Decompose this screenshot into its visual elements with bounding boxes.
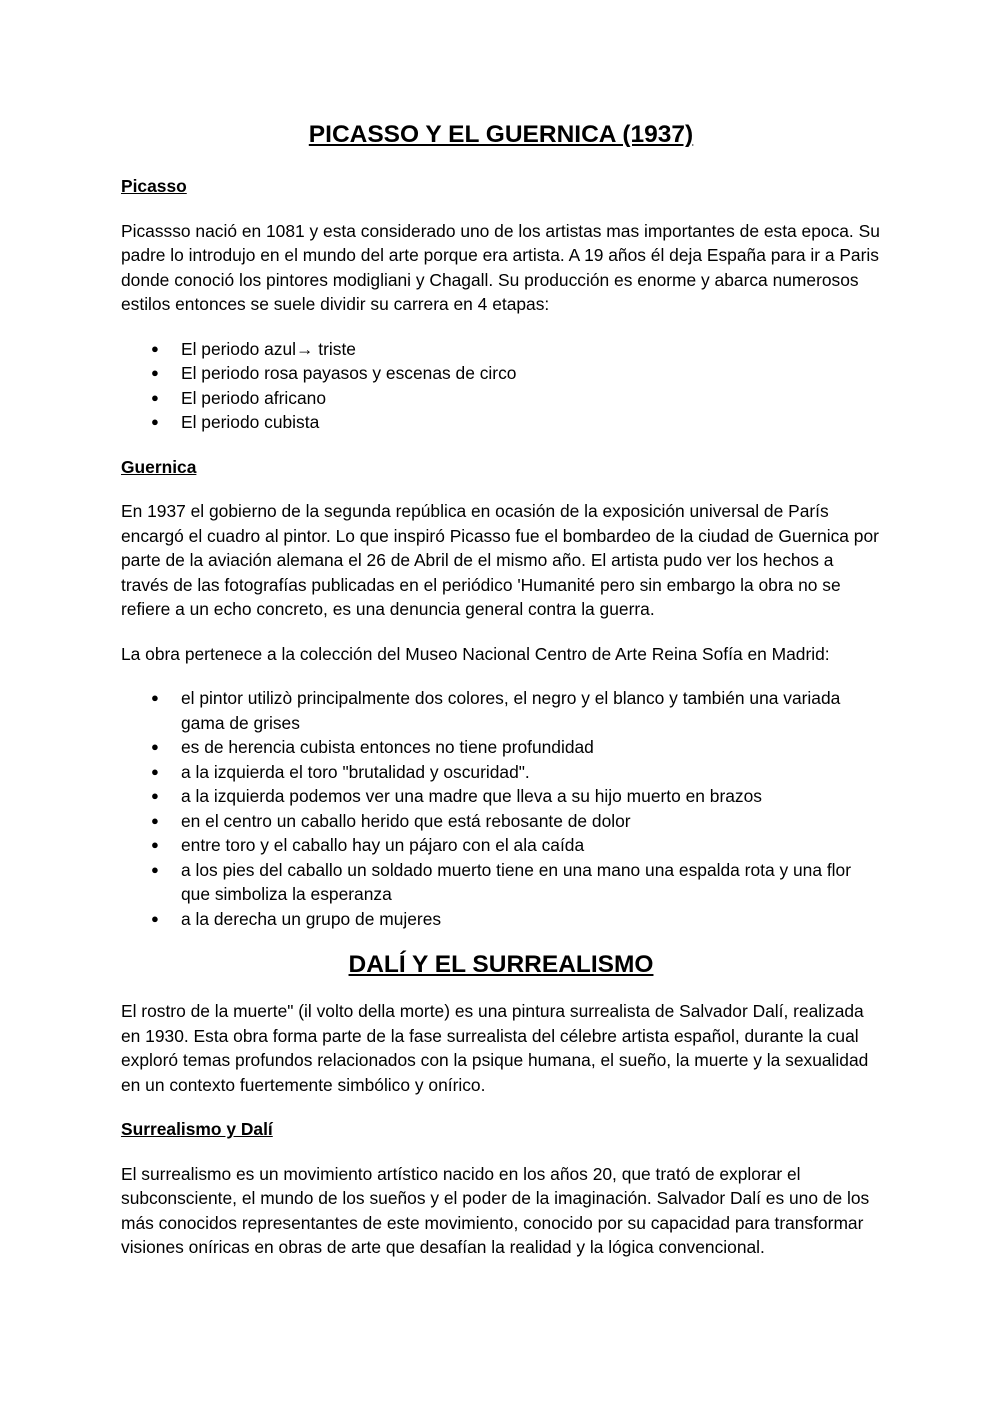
list-item: ● a los pies del caballo un soldado muerto tiene en una mano una espalda rota y una flor que simboliza la esperanza [151, 859, 851, 904]
bullet-icon: ● [151, 414, 159, 429]
bullet-icon: ● [151, 690, 159, 705]
bullet-icon: ● [151, 763, 159, 779]
paragraph-guernica-museum: La obra pertenece a la colección del Museo Nacional Centro de Arte Reina Sofía en Madrid: [121, 643, 830, 664]
bullet-icon: ● [151, 365, 159, 380]
paragraph-guernica-history: En 1937 el gobierno de la segunda república en ocasión de la exposición universal de París encargó el cuadro al pintor. Lo que inspiró Picasso fue el bombardeo de la ciudad de Guernica por parte de la aviación alemana el 26 de Abril de el mismo año. El artista pudo ver los hechos a través de las fotografías publicadas en el periódico 'Humanité pero sin embargo la obra no se refiere a un echo concreto, es una denuncia general contra la guerra. [121, 501, 879, 619]
document-content [121, 120, 881, 1260]
paragraph-picasso-bio: Picassso nació en 1081 y esta considerado uno de los artistas mas importantes de esta epoca. Su padre lo introdujo en el mundo del arte porque era artista. A 19 años él deja España para ir a Paris donde conoció los pintores modigliani y Chagall. Su producción es enorme y abarca numerosos estilos entonces se suele dividir su carrera en 4 etapas: [121, 220, 880, 314]
bullet-icon: ● [151, 340, 159, 356]
list-item: ● entre toro y el caballo hay un pájaro con el ala caída [121, 833, 881, 858]
bullet-icon: ● [151, 910, 159, 926]
bullet-icon: ● [151, 739, 159, 754]
heading-guernica: Guernica [121, 456, 197, 477]
title-picasso-guernica: PICASSO Y EL GUERNICA (1937) [308, 121, 694, 148]
list-item: ● a la izquierda podemos ver una madre que lleva a su hijo muerto en brazos [121, 784, 881, 809]
list-item: ● El periodo cubista [121, 410, 881, 435]
bullet-icon: ● [151, 837, 159, 852]
paragraph-surrealismo: El surrealismo es un movimiento artístico nacido en los años 20, que trató de explorar el subconsciente, el mundo de los sueños y el poder de la imaginación. Salvador Dalí es uno de los más conocidos representantes de este movimiento, conocido por su capacidad para transformar visiones oníricas en obras de arte que desafían la realidad y la lógica convencional. [121, 1163, 870, 1257]
bullet-icon: ● [151, 788, 159, 803]
heading-picasso: Picasso [121, 176, 187, 196]
bullet-icon: ● [151, 812, 159, 828]
heading-surrealismo-dali: Surrealismo y Dalí [121, 1119, 273, 1139]
list-item: ● El periodo rosa payasos y escenas de circo [121, 361, 881, 386]
list-item: ● el pintor utilizò principalmente dos colores, el negro y el blanco y también una variada gama de grises [151, 688, 841, 733]
list-item: ● a la izquierda el toro "brutalidad y oscuridad". [121, 760, 881, 785]
bullet-icon: ● [151, 861, 159, 877]
list-item: ● en el centro un caballo herido que está rebosante de dolor [121, 809, 881, 834]
bullet-icon: ● [151, 389, 159, 405]
list-guernica-details [121, 686, 881, 931]
list-item: ● El periodo azul→ triste [121, 337, 881, 362]
list-picasso-periods [121, 337, 881, 435]
list-item: ● a la derecha un grupo de mujeres [121, 907, 881, 932]
list-item: ● El periodo africano [121, 386, 881, 411]
title-dali-surrealismo: DALÍ Y EL SURREALISMO [348, 951, 654, 978]
paragraph-rostro-muerte: El rostro de la muerte" (il volto della morte) es una pintura surrealista de Salvador Dalí, realizada en 1930. Esta obra forma parte de la fase surrealista del célebre artista español, durante la cual exploró temas profundos relacionados con la psique humana, el sueño, la muerte y la sexualidad en un contexto fuertemente simbólico y onírico. [121, 1001, 869, 1095]
list-item: ● es de herencia cubista entonces no tiene profundidad [121, 735, 881, 760]
